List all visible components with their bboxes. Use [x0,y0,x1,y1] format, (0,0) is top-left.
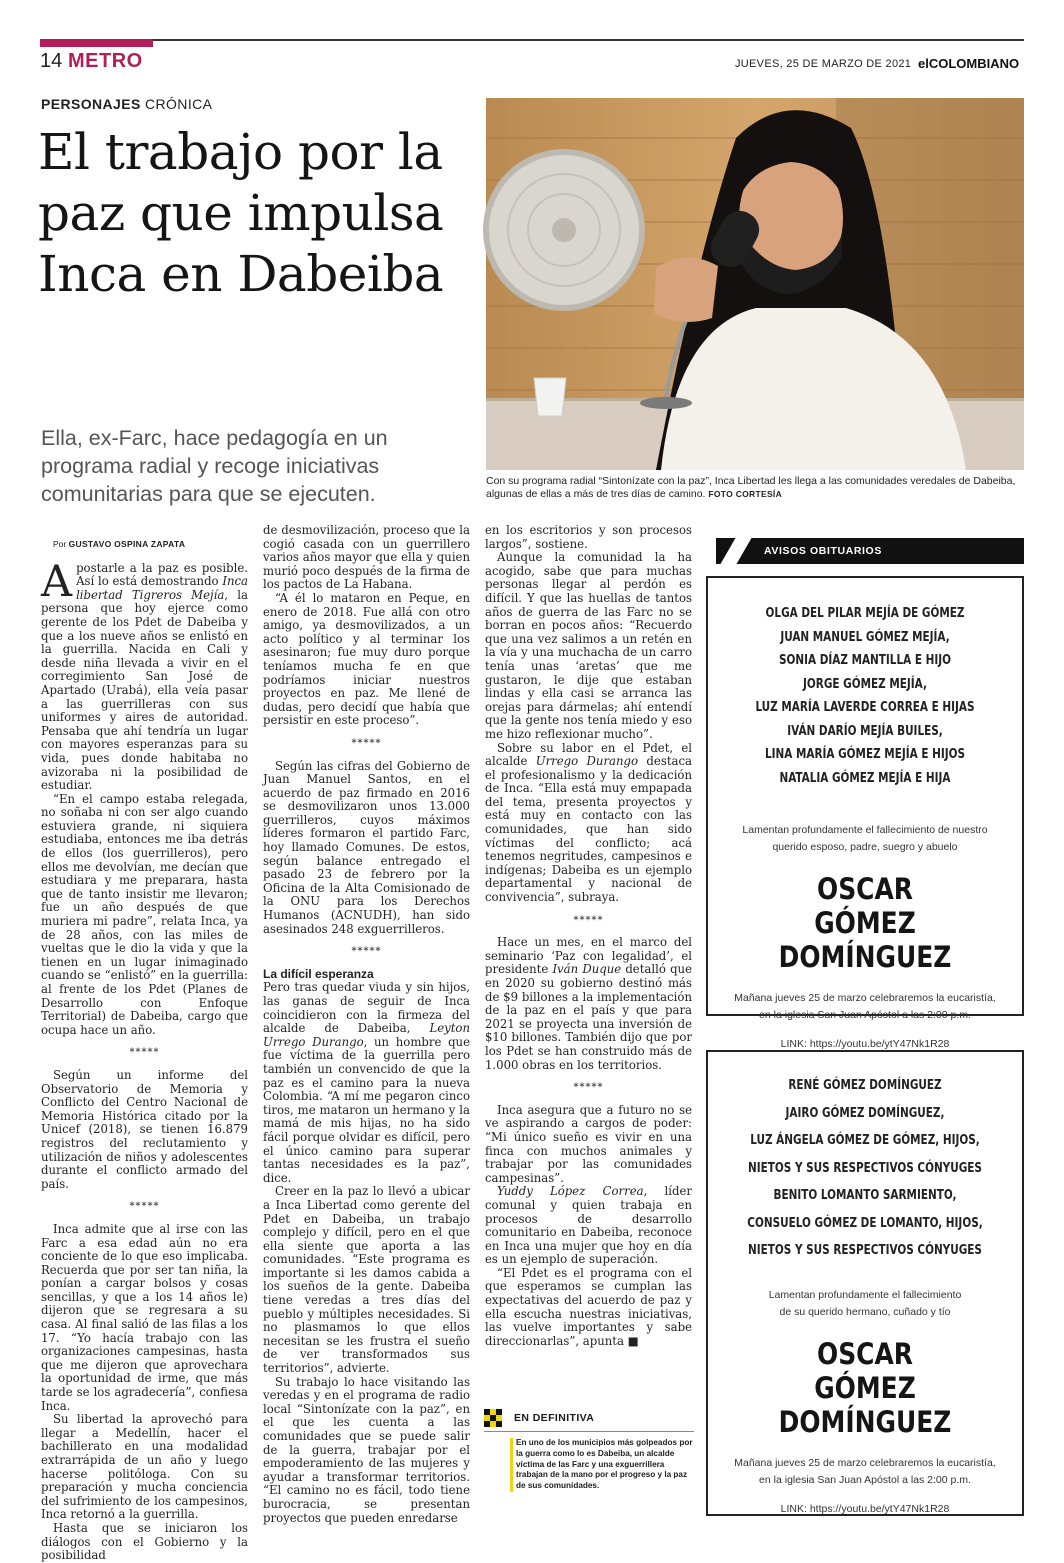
article-column-3 [485,524,692,1348]
mass-info: Mañana jueves 25 de marzo celebraremos la eucaristía, en la iglesia San Juan Apóstol a las 2:00 p.m. [734,992,996,1021]
paragraph: Su libertad la aprovechó para llegar a Medellín, hacer el bachillerato en una modalidad extrarrápida de un año y luego hacerse politóloga. Con su preparación y mucha conciencia del sufrimiento de los campesinos, Inca retornó a la guerrilla. [41,1412,248,1522]
lament-text: Lamentan profundamente el fallecimiento de su querido hermano, cuñado y tío [768,1288,962,1318]
paragraph: Inca admite que al irse con las Farc a esa edad aún no era conciente de lo que eso implicaba. Recuerda que por ser tan niña, la ponían a cargar bolsos y cosas sencillas, y que a los 14 años le) dijeron que se regresara a su casa. Al final salió de las filas a los 17. “Yo hacía trabajo con las organizaciones campesinas, hasta que me dijeron que aprovechara la oportunidad de irme, que más tarde se los agradecería”, confiesa Inca. [41,1221,248,1413]
byline: Por GUSTAVO OSPINA ZAPATA [53,539,186,549]
photo-caption: Con su programa radial “Sintonízate con la paz”, Inca Libertad les llega a las comunidades veredales de Dabeiba, algunas de ellas a más de tres días de camino. FOTO CORTESÍA [486,475,1016,500]
paragraph: Apostarle a la paz es posible. Así lo está demostrando Inca libertad Tigreros Mejía, la persona que hoy ejerce como gerente de los Pdet de Dabeiba y que a los nueve años se enlistó en la guerrilla. Nacida en Cali y desde niña llevada a vivir en el corregimiento San José de Apartado (Urabá), ella veía pasar a las guerrilleras con sus uniformes y aires de autoridad. Pensaba que ahí tendría un lugar con mayores esperanzas para su vida, pues donde habitaba no avizoraba ni la posibilidad de estudiar. [41,556,248,793]
paragraph: Inca asegura que a futuro no se ve aspirando a cargos de poder: “Mi único sueño es vivir en una finca con muchos animales y trabajar por las comunidades campesinas”. [485,1102,692,1185]
mourners-list: OLGA DEL PILAR MEJÍA DE GÓMEZ JUAN MANUEL GÓMEZ MEJÍA, SONIA DÍAZ MANTILLA E HIJO JORGE GÓMEZ MEJÍA, LUZ MARÍA LAVERDE CORREA E HIJAS IVÁN DARÍO MEJÍA BUILES, LINA MARÍA GÓMEZ MEJÍA E HIJOS NATALIA GÓMEZ MEJÍA E HIJA [755,605,975,786]
article-headline: El trabajo por la paz que impulsa Inca en Dabeiba [38,123,444,303]
newspaper-logo: elCOLOMBIANO [918,56,1020,71]
issue-date: JUEVES, 25 DE MARZO DE 2021 [735,58,912,70]
paragraph: “El Pdet es el programa con el que esperamos se cumplan las expectativas del acuerdo de paz y ella escucha nuestras iniciativas, las vuelve importantes y sabe direccionarlas”, apunta ■ [485,1265,692,1348]
drop-cap: A [41,556,73,607]
article-photo [486,98,1024,470]
photo-illustration [486,98,1024,470]
article-column-1 [41,538,248,1563]
deceased-name: OSCAR GÓMEZ DOMÍNGUEZ [778,1336,952,1439]
top-rule [40,39,1024,41]
paragraph: Pero tras quedar viuda y sin hijos, las ganas de seguir de Inca coincidieron con la firmeza del alcalde de Dabeiba, Leyton Urrego Durango, un hombre que fue víctima de la guerrilla pero también un convencido de que la paz es el camino para la nueva Colombia. “A mí me pegaron cinco tiros, me mataron un hermano y la mamá de mis hijas, no ha sido fácil porque olvidar es difícil, pero el único camino para superar tantas necesidades es la paz”, dice. [263,980,470,1185]
section-separator: ***** [573,1082,604,1094]
lament-text: Lamentan profundamente el fallecimiento de nuestro querido esposo, padre, suegro y abuelo [742,824,988,853]
summary-title: EN DEFINITIVA [514,1412,595,1424]
section-separator: ***** [129,1201,160,1213]
summary-text: En uno de los municipios más golpeados por la guerra como lo es Dabeiba, un alcalde víctima de las Farc y una exguerrillera trabajan de la mano por el progreso y la paz de sus comunidades. [510,1438,694,1492]
paragraph: en los escritorios y son procesos largos”, sostiene. [485,523,692,551]
page-number: 14 [40,50,63,72]
summary-box [484,1409,694,1492]
deceased-name: OSCAR GÓMEZ DOMÍNGUEZ [778,872,952,974]
mass-info: Mañana jueves 25 de marzo celebraremos la eucaristía, en la iglesia San Juan Apóstol a las 2:00 p.m. [734,1456,996,1486]
paragraph: Aunque la comunidad la ha acogido, sabe que para muchas personas llegar al perdón es difícil. Y que las huellas de tantos años de guerra de las Farc no se borran en pocos años: “Recuerdo que una vez salimos a un retén en la vía y una muchacha de un carro tenía unas ‘aretas’ que me gustaron, le dije que estaban lindas y ella casi se arranca las orejas para dármelas; ahí entendí que la gente nos tenía miedo y eso me hizo reflexionar mucho”. [485,550,692,741]
paragraph: Según las cifras del Gobierno de Juan Manuel Santos, en el acuerdo de paz firmado en 2016 se desmovilizaron unos 13.000 guerrilleros, cuyos máximos líderes formaron el partido Farc, hoy llamado Comunes. De estos, según balance entregado el pasado 23 de febrero por la Oficina de la Alta Comisionado de la ONU para los Derechos Humanos (ACNUDH), han sido asesinados 248 exguerrilleros. [263,758,470,936]
paragraph: Según un informe del Observatorio de Memoria y Conflicto del Centro Nacional de Memoria Histórica citado por la Unicef (2018), se tienen 16.879 registros del reclutamiento y utilización de niños y adolescentes durante el conflicto armado del país. [41,1067,248,1191]
section-name: METRO [68,50,143,72]
mourners-list: RENÉ GÓMEZ DOMÍNGUEZ JAIRO GÓMEZ DOMÍNGUEZ, LUZ ÁNGELA GÓMEZ DE GÓMEZ, HIJOS, NIETOS Y SUS RESPECTIVOS CÓNYUGES BENITO LOMANTO SARMIENTO, CONSUELO GÓMEZ DE LOMANTO, HIJOS, NIETOS Y SUS RESPECTIVOS CÓNYUGES [747,1077,983,1258]
obituary-notice [706,1050,1024,1516]
article-column-2 [263,524,470,1525]
paragraph: Yuddy López Correa, líder comunal y quien trabaja en procesos de desarrollo comunitario en Dabeiba, reconoce en Inca una mujer que hoy en día es un ejemplo de superación. [485,1184,692,1267]
article-subtitle: La difícil esperanza [263,966,374,981]
paragraph: Hasta que se iniciaron los diálogos con el Gobierno y la posibilidad [41,1520,248,1563]
paragraph: Creer en la paz lo llevó a ubicar a Inca Libertad como gerente del Pdet en Dabeiba, un trabajo complejo y difícil, pero en el que ella siente que aporta a las comunidades. “Este programa es importante si les damos cabida a los sueños de la gente. Dabeiba tiene veredas a tres días del pueblo y múltiples necesidades. Si no plasmamos lo que ellos necesitan se les frustra el sueño de ver transformados sus territorios”, advierte. [263,1184,470,1376]
stream-link[interactable]: LINK: https://youtu.be/ytY47Nk1R28 [780,1038,950,1050]
section-separator: ***** [129,1047,160,1059]
stream-link[interactable]: LINK: https://youtu.be/ytY47Nk1R28 [780,1502,950,1515]
paragraph: Hace un mes, en el marco del seminario ‘Paz con legalidad’, el presidente Iván Duque detalló que en 2020 su gobierno destinó más de $9 billones a la implementación de la paz en el país y que para 2021 se proyecta una inversión de $10 billones. También dijo que por los Pdet se han construido más de 1.000 obras en los territorios. [485,935,692,1072]
section-separator: ***** [351,946,382,958]
paragraph: “A él lo mataron en Peque, en enero de 2018. Fue allá con otro amigo, ya desmovilizados, a un acto político y al terminar los asesinaron; fue muy duro porque teníamos mucha fe en que podríamos iniciar nuestros proyectos en paz. Me llené de dudas, pero decidí que había que persistir en este proceso”. [263,590,470,728]
section-separator: ***** [351,737,382,749]
paragraph: de desmovilización, proceso que la cogió casada con un guerrillero varios años mayor que ella y quien murió poco después de la firma de los pactos de La Habana. [263,523,470,592]
obituary-notice [706,576,1024,1050]
summary-header [484,1409,694,1432]
paragraph: Sobre su labor en el Pdet, el alcalde Urrego Durango destaca el profesionalismo y la dedicación de Inca. “Ella está muy empapada del tema, presenta proyectos y está muy en contacto con las comunidades, que han sido víctimas del conflicto; acá tenemos negritudes, campesinos e indígenas; Dabeiba es un ejemplo departamental y nacional de convivencia”, subraya. [485,740,693,905]
checker-icon [484,1409,502,1427]
obituaries-header: AVISOS OBITUARIOS [706,538,1024,564]
article-kicker: PERSONAJES CRÓNICA [41,96,213,112]
paragraph: Su trabajo lo hace visitando las veredas y en el programa de radio local “Sintonízate con la paz”, en el que les cuenta a las comunidades que se puede salir de la guerra, trabajar por el empoderamiento de las mujeres y ayudar a transformar territorios. “El camino no es fácil, todo tiene burocracia, se presentan proyectos que pueden enredarse [263,1374,470,1525]
section-separator: ***** [573,914,604,926]
article-subhead: Ella, ex-Farc, hace pedagogía en un programa radial y recoge iniciativas comunitarias para que se ejecuten. [41,426,388,506]
paragraph: “En el campo estaba relegada, no soñaba ni con ser algo cuando estuviera grande, ni siquiera estudiaba, entonces me iba detrás de ellos (los guerrilleros), pero ellos me devolvían, me decían que estudiara y me preparara, hasta que de tanto insistir me llevaron; fue un año después de que muriera mi padre”, relata Inca, ya de 28 años, con las miles de vueltas que le dio la vida y que la tienen en un lugar inimaginado cuando se “enlistó” en la guerrilla: al frente de los Pdet (Planes de Desarrollo con Enfoque Territorial) de Dabeiba, cargo que ocupa hace un año. [41,791,248,1037]
section-accent-bar [40,39,153,47]
